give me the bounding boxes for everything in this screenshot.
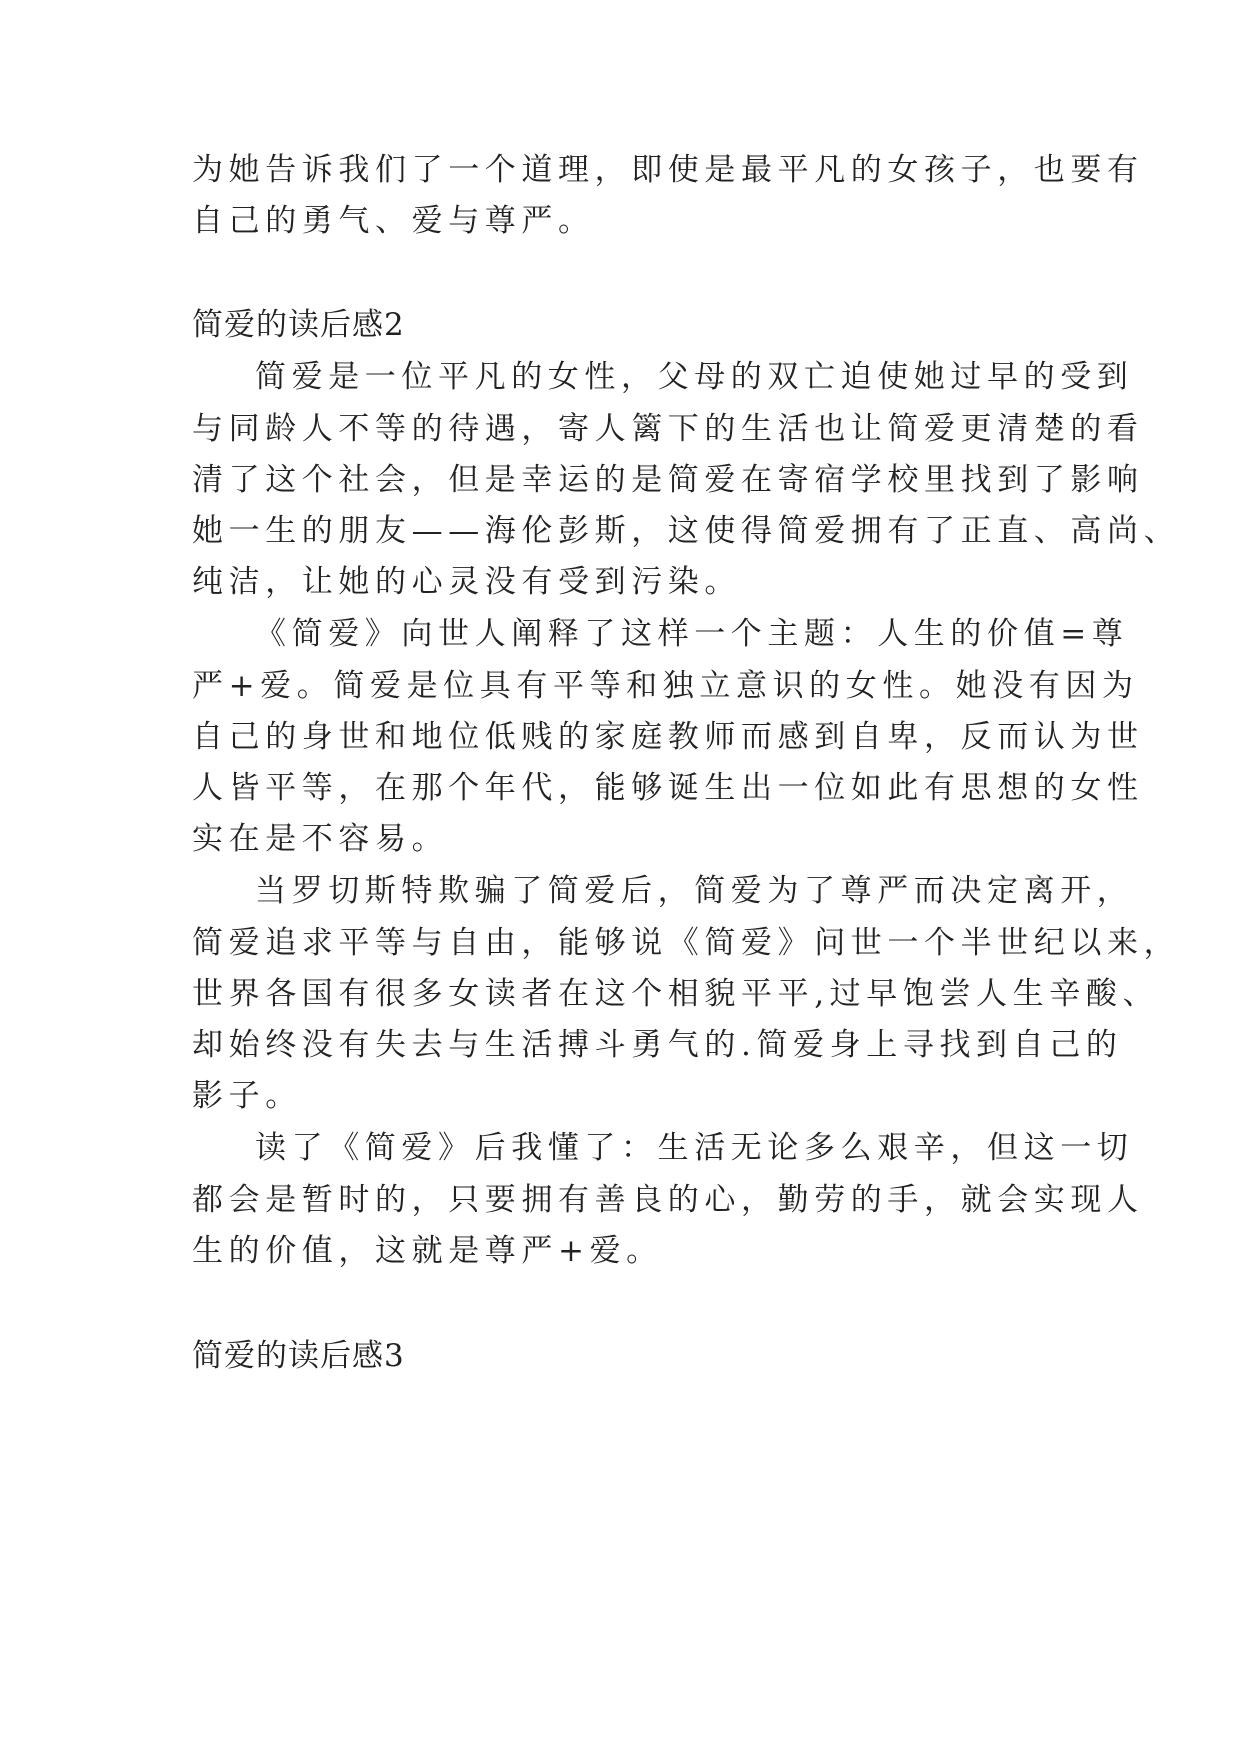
body-text-line: 为她告诉我们了一个道理，即使是最平凡的女孩子，也要有 <box>192 152 1144 188</box>
body-text-line: 人皆平等，在那个年代，能够诞生出一位如此有思想的女性 <box>192 770 1144 806</box>
body-text-line: 纯洁，让她的心灵没有受到污染。 <box>192 564 741 600</box>
body-text-line: 自己的勇气、爱与尊严。 <box>192 203 595 239</box>
body-text-line: 却始终没有失去与生活搏斗勇气的.简爱身上寻找到自己的 <box>192 1027 1123 1063</box>
body-text-line: 与同龄人不等的待遇，寄人篱下的生活也让简爱更清楚的看 <box>192 411 1144 447</box>
body-text-line: 当罗切斯特欺骗了简爱后，简爱为了尊严而决定离开， <box>255 873 1134 909</box>
body-text-line: 《简爱》向世人阐释了这样一个主题：人生的价值=尊 <box>255 616 1129 652</box>
body-text-line: 简爱是一位平凡的女性，父母的双亡迫使她过早的受到 <box>255 359 1134 395</box>
body-text-line: 自己的身世和地位低贱的家庭教师而感到自卑，反而认为世 <box>192 719 1144 755</box>
body-text-line: 生的价值，这就是尊严+爱。 <box>192 1233 663 1269</box>
section-heading: 简爱的读后感3 <box>192 1338 405 1374</box>
body-text-line: 严+爱。简爱是位具有平等和独立意识的女性。她没有因为 <box>192 668 1139 704</box>
body-text-line: 实在是不容易。 <box>192 821 449 857</box>
body-text-line: 简爱追求平等与自由，能够说《简爱》问世一个半世纪以来， <box>192 925 1181 961</box>
body-text-line: 影子。 <box>192 1078 302 1114</box>
section-heading: 简爱的读后感2 <box>192 307 405 343</box>
body-text-line: 世界各国有很多女读者在这个相貌平平,过早饱尝人生辛酸、 <box>192 976 1160 1012</box>
body-text-line: 她一生的朋友——海伦彭斯，这使得简爱拥有了正直、高尚、 <box>192 513 1181 549</box>
body-text-line: 都会是暂时的，只要拥有善良的心，勤劳的手，就会实现人 <box>192 1182 1144 1218</box>
body-text-line: 读了《简爱》后我懂了：生活无论多么艰辛，但这一切 <box>255 1130 1134 1166</box>
body-text-line: 清了这个社会，但是幸运的是简爱在寄宿学校里找到了影响 <box>192 462 1144 498</box>
